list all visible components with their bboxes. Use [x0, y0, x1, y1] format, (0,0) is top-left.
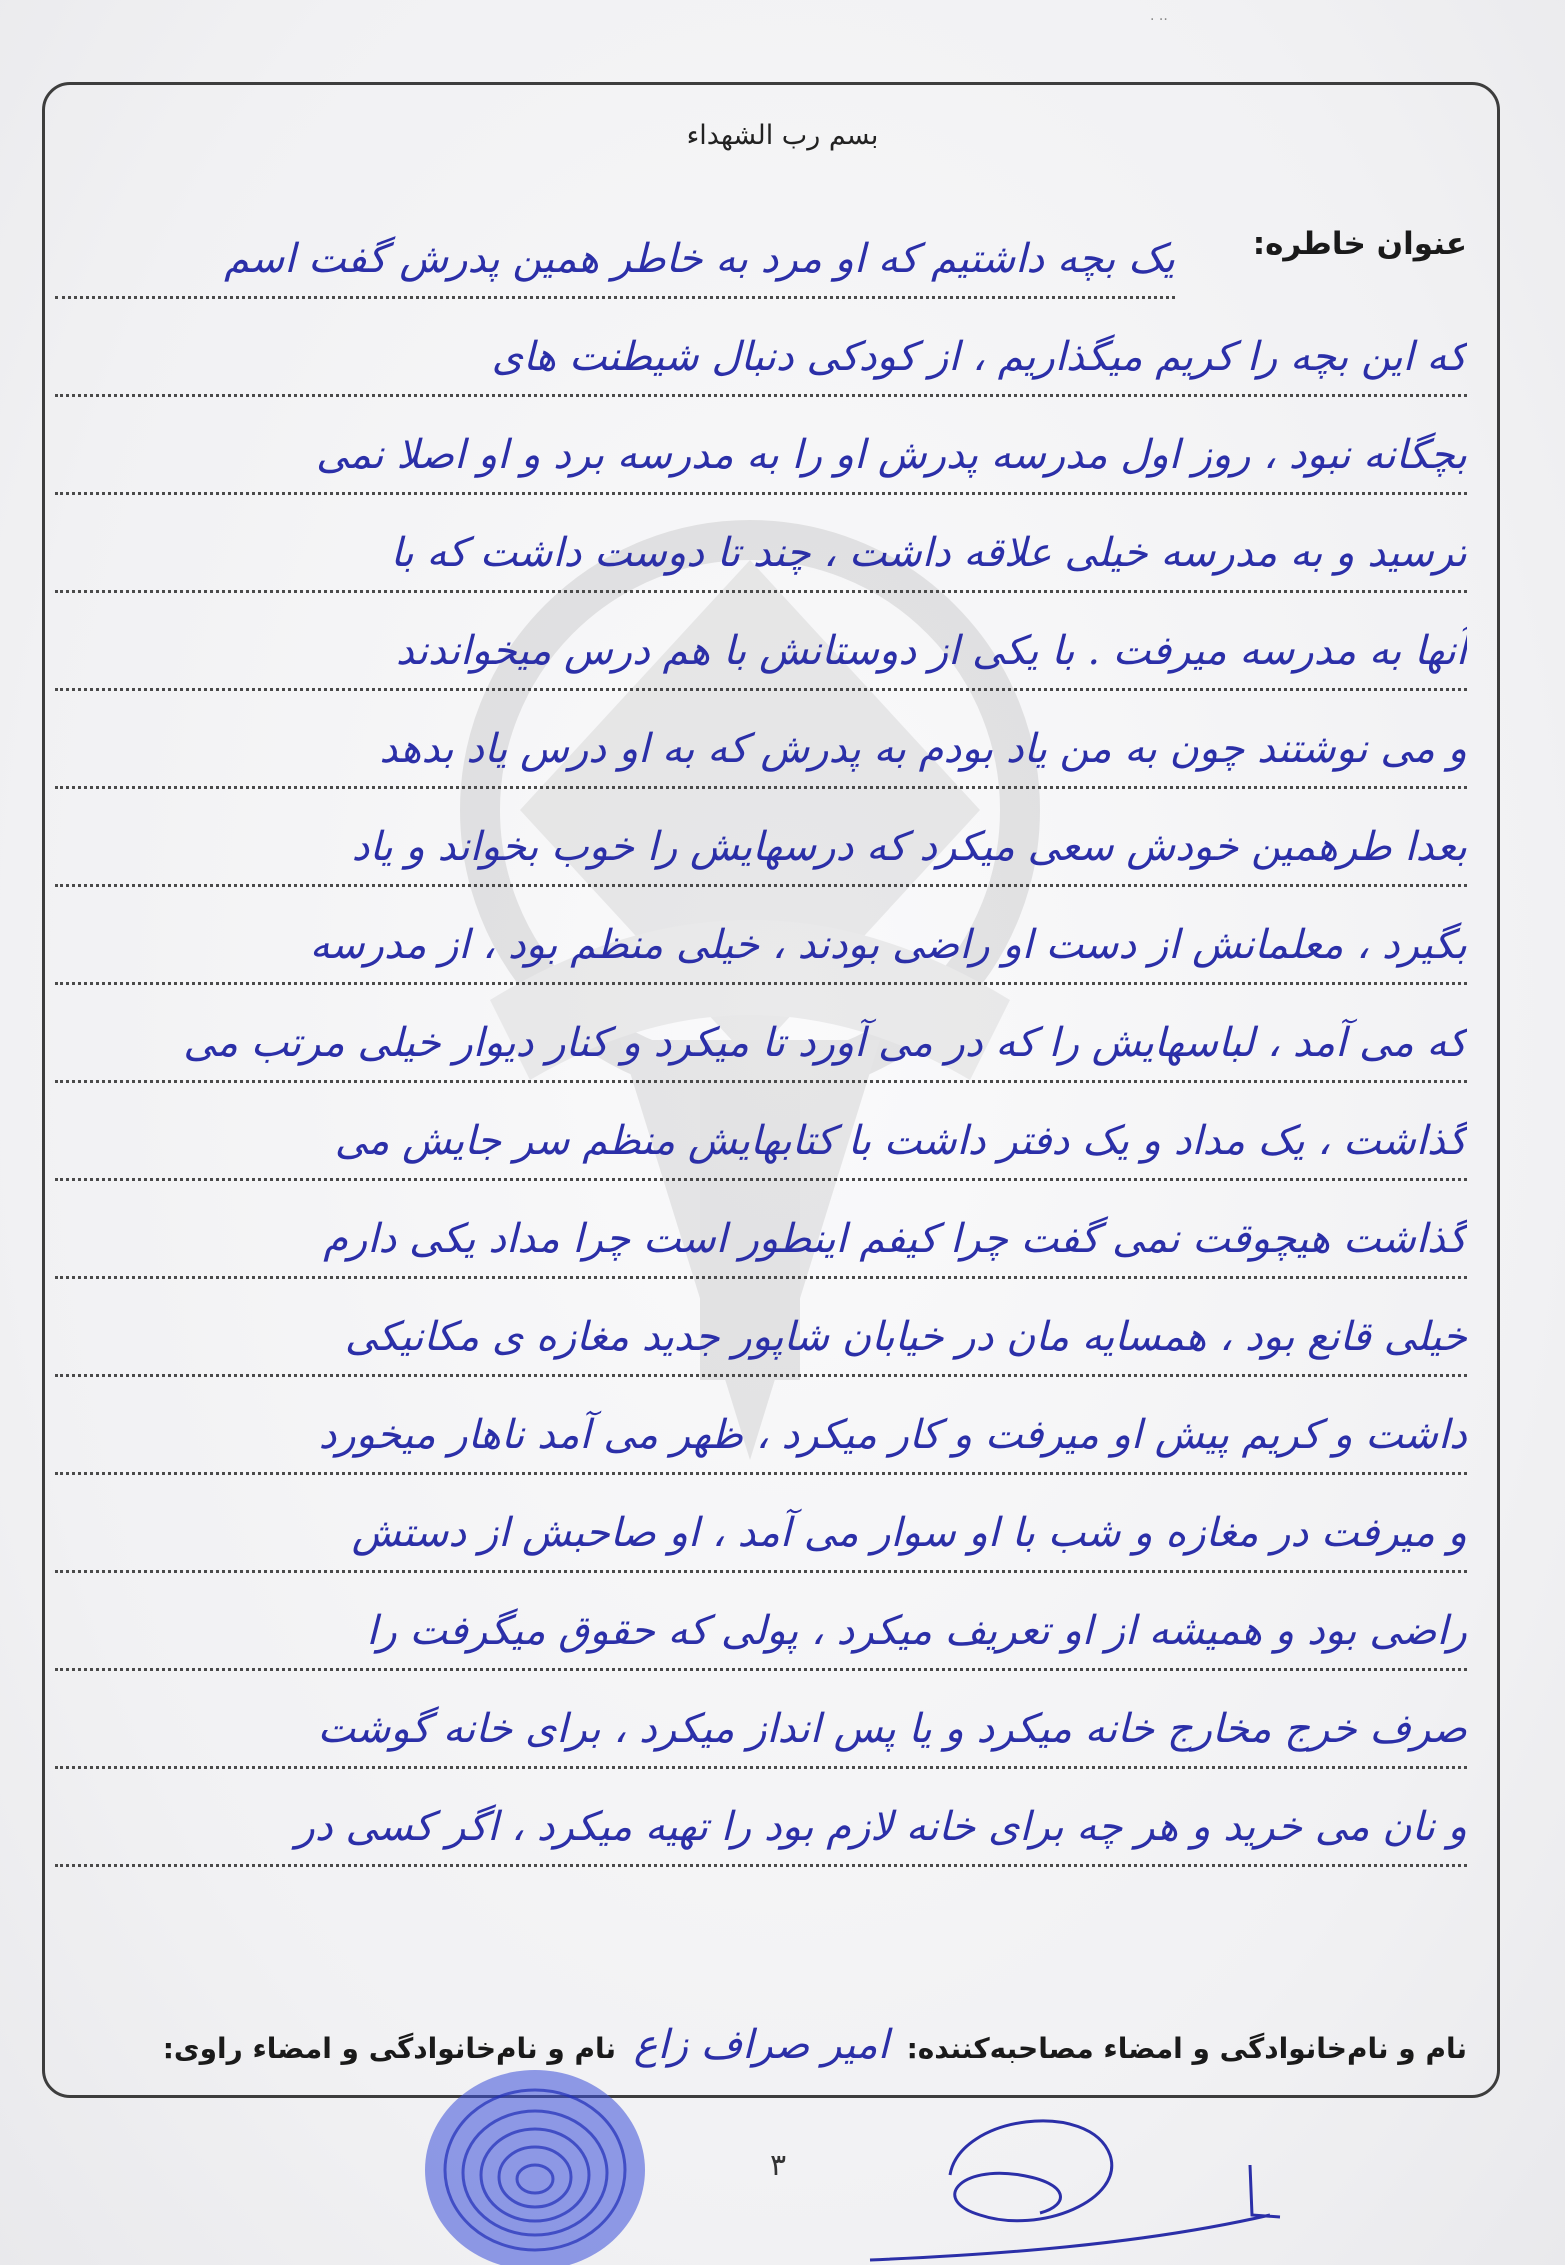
memoir-line: گذاشت هیچوقت نمی گفت چرا کیفم اینطور است چرا مداد یکی دارم	[55, 1202, 1467, 1279]
memoir-line: آنها به مدرسه میرفت . با یکی از دوستانش با هم درس میخواندند	[55, 614, 1467, 691]
memoir-line: صرف خرج مخارج خانه میکرد و یا پس انداز میکرد ، برای خانه گوشت	[55, 1692, 1467, 1769]
memoir-line: یک بچه داشتیم که او مرد به خاطر همین پدرش گفت اسم	[55, 222, 1175, 299]
memoir-line: بعدا طرهمین خودش سعی میکرد که درسهایش را خوب بخواند و یاد	[55, 810, 1467, 887]
memoir-line: داشت و کریم پیش او میرفت و کار میکرد ، ظهر می آمد ناهار میخورد	[55, 1398, 1467, 1475]
memoir-line: و نان می خرید و هر چه برای خانه لازم بود را تهیه میکرد ، اگر کسی در	[55, 1790, 1467, 1867]
memoir-line: گذاشت ، یک مداد و یک دفتر داشت با کتابهایش منظم سر جایش می	[55, 1104, 1467, 1181]
memoir-line: و می نوشتند چون به من یاد بودم به پدرش که به او درس یاد بدهد	[55, 712, 1467, 789]
memoir-line: بگیرد ، معلمانش از دست او راضی بودند ، خیلی منظم بود ، از مدرسه	[55, 908, 1467, 985]
narrator-label: نام و نام‌خانوادگی و امضاء راوی:	[162, 2032, 617, 2065]
interviewer-label: نام و نام‌خانوادگی و امضاء مصاحبه‌کننده:	[906, 2032, 1467, 2065]
signature-footer	[163, 2022, 1467, 2068]
memoir-line: خیلی قانع بود ، همسایه مان در خیابان شاپور جدید مغازه ی مکانیکی	[55, 1300, 1467, 1377]
memoir-line: که این بچه را کریم میگذاریم ، از کودکی دنبال شیطنت های	[55, 320, 1467, 397]
fingerprint-stamp	[405, 2055, 665, 2265]
memoir-line: و میرفت در مغازه و شب با او سوار می آمد ، او صاحبش از دستش	[55, 1496, 1467, 1573]
narrator-signature	[840, 2105, 1290, 2265]
memoir-line: ترسید و به مدرسه خیلی علاقه داشت ، چند تا دوست داشت که با	[55, 516, 1467, 593]
memoir-line: بچگانه نبود ، روز اول مدرسه پدرش او را به مدرسه برد و او اصلا نمی	[55, 418, 1467, 495]
memoir-line: راضی بود و همیشه از او تعریف میکرد ، پولی که حقوق میگرفت را	[55, 1594, 1467, 1671]
interviewer-name: امیر صراف زاع	[633, 2022, 889, 2068]
page-number: ۳	[770, 2148, 787, 2183]
basmala-header: بسم رب الشهداء	[686, 120, 879, 151]
memoir-title-label: عنوان خاطره:	[1252, 226, 1467, 262]
scan-mark: · ··	[1150, 12, 1168, 28]
memoir-line: که می آمد ، لباسهایش را که در می آورد تا میکرد و کنار دیوار خیلی مرتب می	[55, 1006, 1467, 1083]
